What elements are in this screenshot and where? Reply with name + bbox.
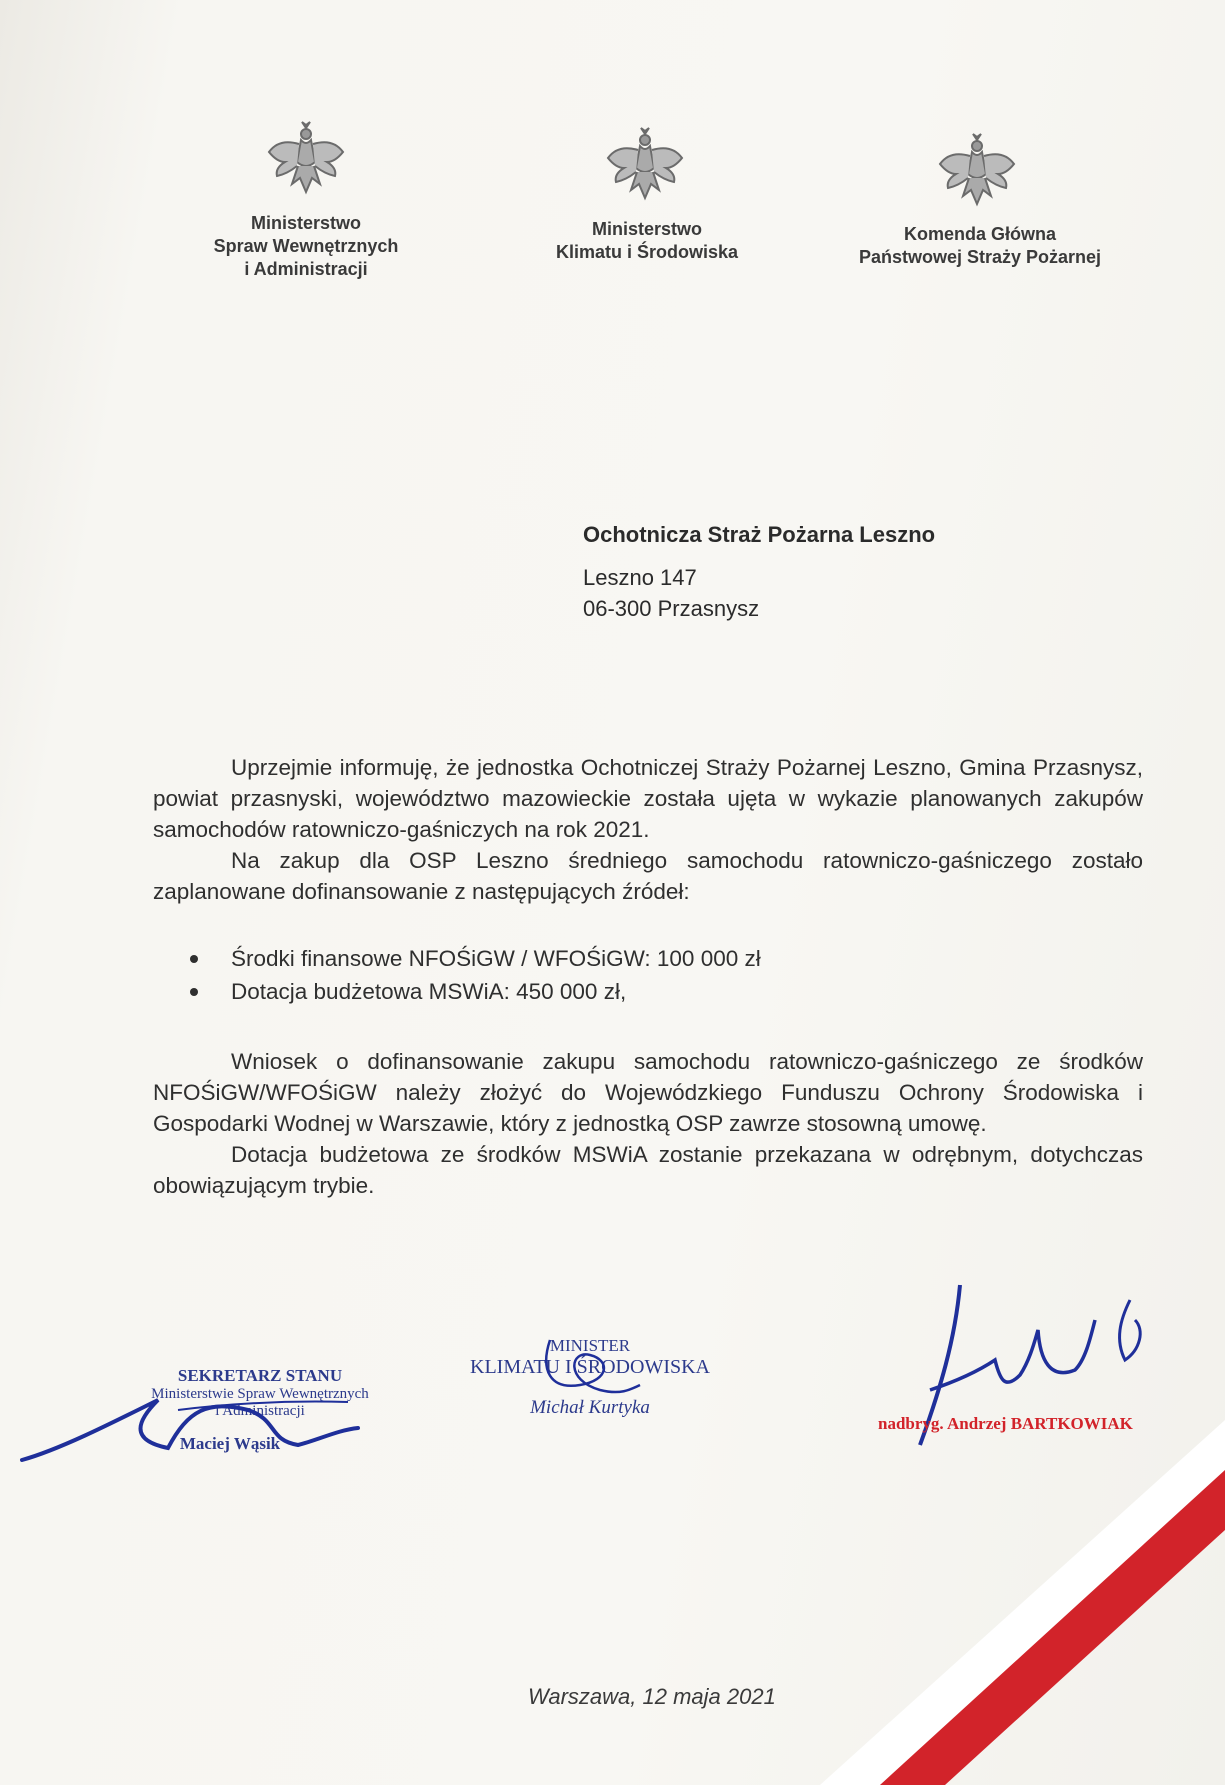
signature-stamp-mswia: SEKRETARZ STANU Ministerstwie Spraw Wewnętrznych i Administracji Maciej Wąsik [151,1366,369,1453]
list-item: Środki finansowe NFOŚiGW / WFOŚiGW: 100 000 zł [190,942,761,975]
letter-date: Warszawa, 12 maja 2021 [528,1684,776,1709]
header-kgpsp: Komenda Główna Państwowej Straży Pożarnej [858,224,1102,267]
header-mswia: Ministerstwo Spraw Wewnętrznych i Administracji [213,213,399,279]
list-item: Dotacja budżetowa MSWiA: 450 000 zł, [190,975,761,1008]
header-mkis: Ministerstwo Klimatu i Środowiska [555,219,739,262]
signature-name-kgpsp: nadbryg. Andrzej BARTKOWIAK [878,1414,1133,1433]
signature-stamp-mkis: MINISTER KLIMATU I ŚRODOWISKA Michał Kurtyka [470,1336,710,1418]
recipient-name: Ochotnicza Straż Pożarna Leszno [583,522,936,547]
recipient-address-line2: 06-300 Przasnysz [583,596,760,621]
body-paragraph-1: Uprzejmie informuję, że jednostka Ochotniczej Straży Pożarnej Leszno, Gmina Przasnysz, powiat przasnyski, województwo mazowieckie została ujęta w wykazie planowanych zakupów samochodów ratowniczo-gaśniczych na rok 2021. [153,755,1143,842]
body-paragraph-3: Wniosek o dofinansowanie zakupu samochodu ratowniczo-gaśniczego ze środków NFOŚiGW/WFOŚiGW należy złożyć do Wojewódzkiego Funduszu Ochrony Środowiska i Gospodarki Wodnej w Warszawie, który z jednostką OSP zawrze stosowną umowę. [153,1049,1143,1136]
body-paragraph-2: Na zakup dla OSP Leszno średniego samochodu ratowniczo-gaśniczego zostało zaplanowane dofinansowanie z następujących źródeł: [153,848,1143,904]
body-paragraph-4: Dotacja budżetowa ze środków MSWiA zostanie przekazana w odrębnym, dotychczas obowiązującym trybie. [153,1142,1143,1198]
recipient-address-line1: Leszno 147 [583,565,697,590]
